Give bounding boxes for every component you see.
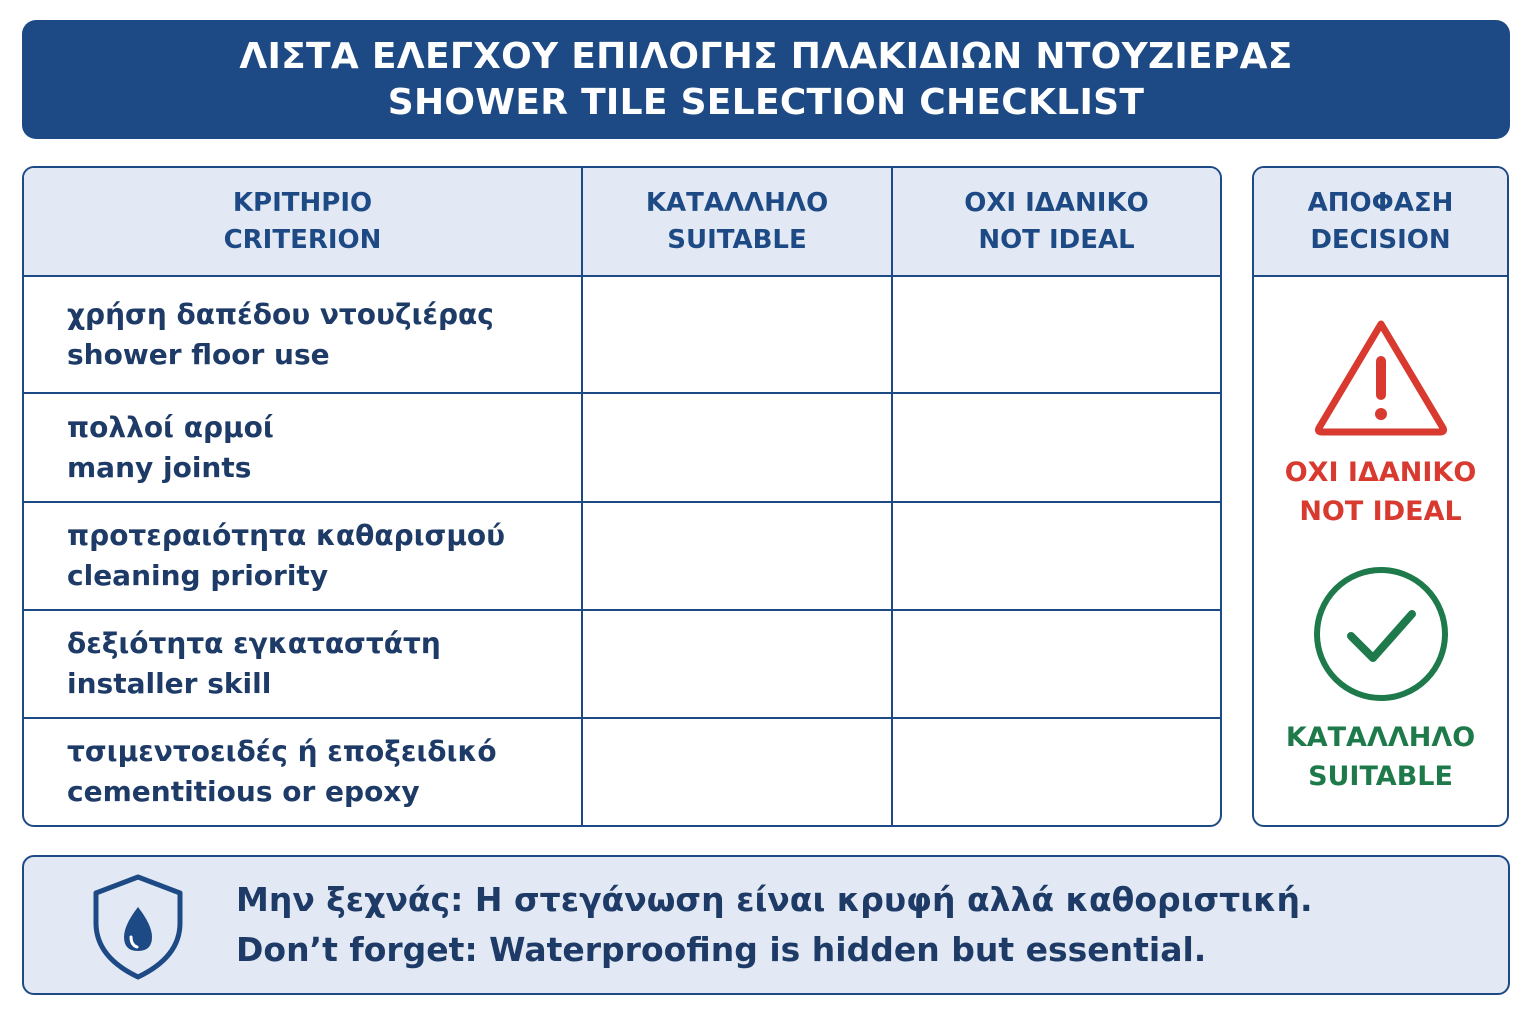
table-row (24, 394, 1220, 503)
not-ideal-greek: ΟΧΙ ΙΔΑΝΙΚΟ (1284, 457, 1477, 488)
table-header-row (24, 168, 1220, 277)
column-header-greek: ΚΑΤΑΛΛΗΛΟ (645, 187, 829, 218)
suitable-check-cell[interactable] (583, 394, 891, 501)
column-header-criterion (24, 168, 581, 275)
column-header-suitable (583, 168, 891, 275)
table-row (24, 719, 1220, 827)
table-row (24, 611, 1220, 719)
criterion-greek: δεξιότητα εγκαταστάτη (67, 627, 441, 660)
table-row (24, 277, 1220, 394)
suitable-label (1254, 718, 1507, 796)
column-header-english: CRITERION (223, 224, 382, 255)
not-ideal-check-cell[interactable] (893, 277, 1220, 392)
decision-header-english: DECISION (1310, 224, 1451, 255)
criterion-greek: πολλοί αρμοί (67, 410, 274, 444)
column-header-greek: ΟΧΙ ΙΔΑΝΙΚΟ (964, 187, 1149, 218)
not-ideal-check-cell[interactable] (893, 611, 1220, 717)
criterion-english: cementitious or epoxy (67, 775, 420, 808)
title-greek: ΛΙΣΤΑ ΕΛΕΓΧΟΥ ΕΠΙΛΟΓΗΣ ΠΛΑΚΙΔΙΩΝ ΝΤΟΥΖΙΕΡΑΣ (239, 35, 1293, 77)
column-divider (891, 168, 893, 825)
decision-header-greek: ΑΠΟΦΑΣΗ (1307, 187, 1454, 218)
criterion-label (67, 503, 567, 609)
decision-panel (1252, 166, 1509, 827)
check-circle-icon (1313, 566, 1449, 706)
criterion-label (67, 394, 567, 501)
not-ideal-english: NOT IDEAL (1299, 496, 1462, 527)
criterion-greek: τσιμεντοειδές ή εποξειδικό (67, 735, 497, 768)
criterion-greek: προτεραιότητα καθαρισμού (67, 519, 506, 552)
reminder-box (22, 855, 1510, 995)
suitable-check-cell[interactable] (583, 719, 891, 825)
reminder-text (236, 857, 1313, 993)
criterion-english: installer skill (67, 667, 272, 700)
not-ideal-check-cell[interactable] (893, 719, 1220, 825)
suitable-check-cell[interactable] (583, 611, 891, 717)
title-banner (22, 20, 1510, 139)
suitable-check-cell[interactable] (583, 277, 891, 392)
not-ideal-check-cell[interactable] (893, 394, 1220, 501)
criterion-label (67, 611, 567, 717)
table-row (24, 503, 1220, 611)
not-ideal-label (1254, 453, 1507, 531)
reminder-greek: Μην ξεχνάς: Η στεγάνωση είναι κρυφή αλλά καθοριστική. (236, 880, 1313, 919)
not-ideal-check-cell[interactable] (893, 503, 1220, 609)
criterion-english: shower floor use (67, 337, 330, 371)
suitable-english: SUITABLE (1308, 761, 1453, 792)
criterion-label (67, 277, 567, 392)
suitable-check-cell[interactable] (583, 503, 891, 609)
reminder-english: Don’t forget: Waterproofing is hidden but essential. (236, 930, 1207, 969)
decision-header (1254, 168, 1507, 277)
column-header-english: SUITABLE (667, 224, 807, 255)
suitable-greek: ΚΑΤΑΛΛΗΛΟ (1285, 722, 1476, 753)
column-divider (581, 168, 583, 825)
shield-water-drop-icon (92, 873, 184, 985)
column-header-greek: ΚΡΙΤΗΡΙΟ (232, 187, 373, 218)
criterion-english: cleaning priority (67, 559, 329, 592)
criterion-english: many joints (67, 450, 252, 484)
checklist-table (22, 166, 1222, 827)
criterion-label (67, 719, 567, 825)
title-english: SHOWER TILE SELECTION CHECKLIST (387, 81, 1145, 123)
column-header-not-ideal (893, 168, 1220, 275)
column-header-english: NOT IDEAL (978, 224, 1135, 255)
criterion-greek: χρήση δαπέδου ντουζιέρας (67, 297, 494, 331)
warning-triangle-icon (1312, 316, 1450, 442)
